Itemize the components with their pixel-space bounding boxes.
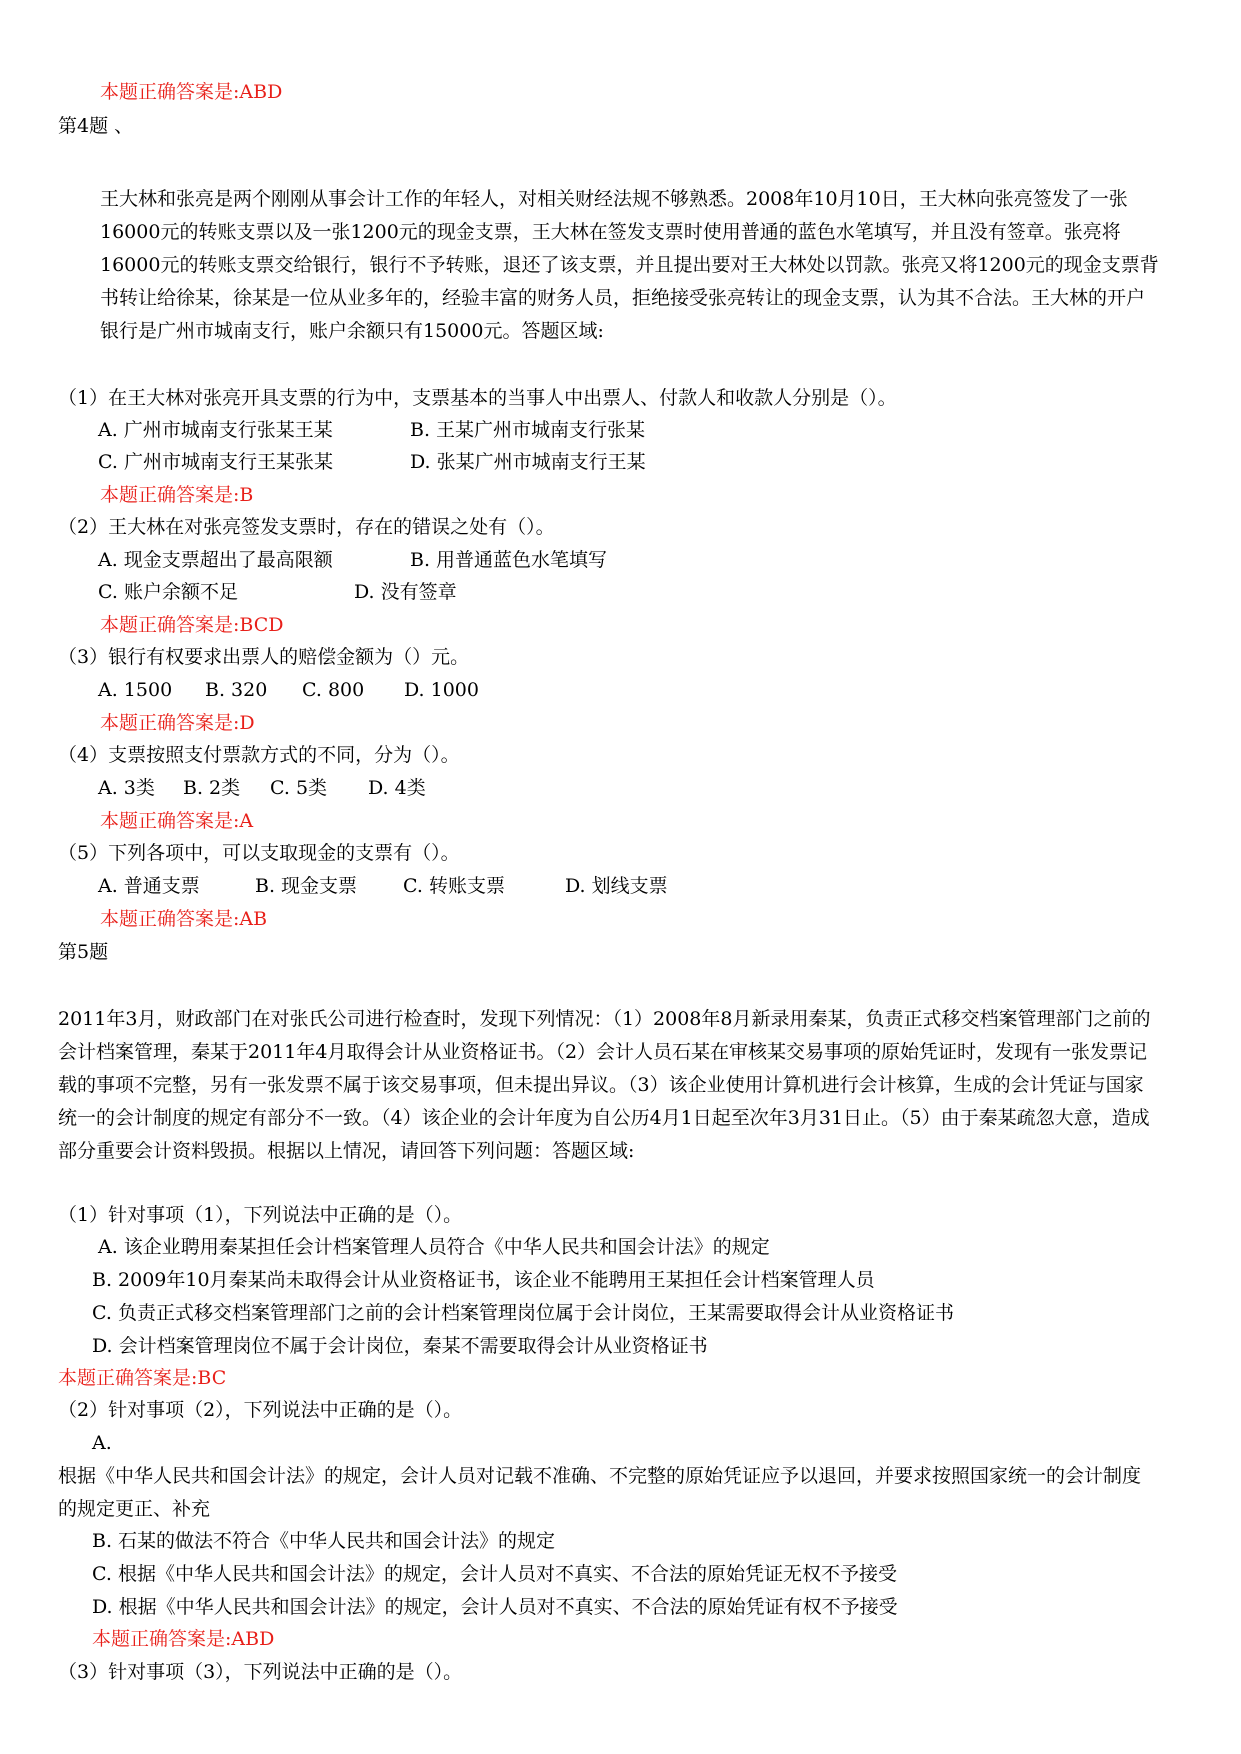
option-a: A. 1500 [98,679,173,701]
option-c: C. 账户余额不足 [98,581,238,603]
sub-question-stem: （1）针对事项（1），下列说法中正确的是（）。 [58,1204,463,1226]
option-d: D. 没有签章 [354,581,457,603]
option-a: A. 现金支票超出了最高限额 [98,549,333,571]
option-d: D. 4类 [368,777,426,799]
option-b: B. 2类 [183,777,241,799]
option-c: C. 转账支票 [403,875,505,897]
question-5-title: 第5题 [58,941,109,963]
option-c: C. 广州市城南支行王某张某 [98,451,333,473]
option-a: A. 3类 [98,777,155,799]
option-a: A. 广州市城南支行张某王某 [98,419,333,441]
option-d: D. 张某广州市城南支行王某 [410,451,646,473]
option-c: C. 5类 [270,777,328,799]
option-b: B. 王某广州市城南支行张某 [410,419,646,441]
option-c: C. 根据《中华人民共和国会计法》的规定，会计人员对不真实、不合法的原始凭证无权不予接受 [92,1563,897,1585]
option-a: A. 该企业聘用秦某担任会计档案管理人员符合《中华人民共和国会计法》的规定 [98,1236,770,1258]
option-b: B. 石某的做法不符合《中华人民共和国会计法》的规定 [92,1530,556,1552]
sub-question-stem: （4）支票按照支付票款方式的不同，分为（）。 [58,744,460,766]
sub-question-stem: （2）王大林在对张亮签发支票时，存在的错误之处有（）。 [58,516,555,538]
answer-line: 本题正确答案是:A [100,810,254,832]
option-b: B. 320 [205,679,268,701]
answer-line: 本题正确答案是:AB [100,908,268,930]
answer-line: 本题正确答案是:ABD [92,1628,275,1650]
question-4-passage: 王大林和张亮是两个刚刚从事会计工作的年轻人，对相关财经法规不够熟悉。2008年10月10日，王大林向张亮签发了一张16000元的转账支票以及一张1200元的现金支票，王大林在签发支票时使用普通的蓝色水笔填写，并且没有签章。张亮将16000元的转账支票交给银行，银行不予转账，退还了该支票，并且提出要对王大林处以罚款。张亮又将1200元的现金支票背书转让给徐某，徐某是一位从业多年的，经验丰富的财务人员，拒绝接受张亮转让的现金支票，认为其不合法。王大林的开户银行是广州市城南支行，账户余额只有15000元。答题区域: [100,188,1159,342]
option-d: D. 会计档案管理岗位不属于会计岗位，秦某不需要取得会计从业资格证书 [92,1335,708,1357]
answer-line: 本题正确答案是:BCD [100,614,284,636]
sub-question-stem: （2）针对事项（2），下列说法中正确的是（）。 [58,1399,463,1421]
option-d: D. 划线支票 [565,875,668,897]
option-d: D. 根据《中华人民共和国会计法》的规定，会计人员对不真实、不合法的原始凭证有权不予接受 [92,1596,898,1618]
answer-line: 本题正确答案是:BC [58,1367,227,1389]
sub-question-stem: （1）在王大林对张亮开具支票的行为中，支票基本的当事人中出票人、付款人和收款人分别是（）。 [58,387,897,409]
answer-line: 本题正确答案是:D [100,712,255,734]
option-d: D. 1000 [404,679,479,701]
sub-question-stem: （3）针对事项（3），下列说法中正确的是（）。 [58,1661,463,1683]
option-b: B. 用普通蓝色水笔填写 [410,549,608,571]
answer-line: 本题正确答案是:ABD [100,81,283,103]
sub-question-stem: （3）银行有权要求出票人的赔偿金额为（）元。 [58,646,470,668]
question-4-title: 第4题 、 [58,115,134,137]
answer-line: 本题正确答案是:B [100,484,254,506]
question-5-passage: 2011年3月，财政部门在对张氏公司进行检查时，发现下列情况：（1）2008年8月新录用秦某，负责正式移交档案管理部门之前的会计档案管理，秦某于2011年4月取得会计从业资格证书。（2）会计人员石某在审核某交易事项的原始凭证时，发现有一张发票记载的事项不完整，另有一张发票不属于该交易事项，但未提出异议。（3）该企业使用计算机进行会计核算，生成的会计凭证与国家统一的会计制度的规定有部分不一致。（4）该企业的会计年度为自公历4月1日起至次年3月31日止。（5）由于秦某疏忽大意，造成部分重要会计资料毁损。根据以上情况，请回答下列问题：答题区域: [58,1008,1151,1162]
option-c: C. 负责正式移交档案管理部门之前的会计档案管理岗位属于会计岗位，王某需要取得会计从业资格证书 [92,1302,954,1324]
option-b: B. 2009年10月秦某尚未取得会计从业资格证书，该企业不能聘用王某担任会计档案管理人员 [92,1269,875,1291]
sub-question-stem: （5）下列各项中，可以支取现金的支票有（）。 [58,842,460,864]
option-b: B. 现金支票 [255,875,358,897]
option-a: A. 普通支票 [98,875,200,897]
option-c: C. 800 [302,679,365,701]
option-a-label: A. [92,1432,112,1454]
option-a-text: 根据《中华人民共和国会计法》的规定，会计人员对记载不准确、不完整的原始凭证应予以退回，并要求按照国家统一的会计制度的规定更正、补充 [58,1465,1142,1520]
